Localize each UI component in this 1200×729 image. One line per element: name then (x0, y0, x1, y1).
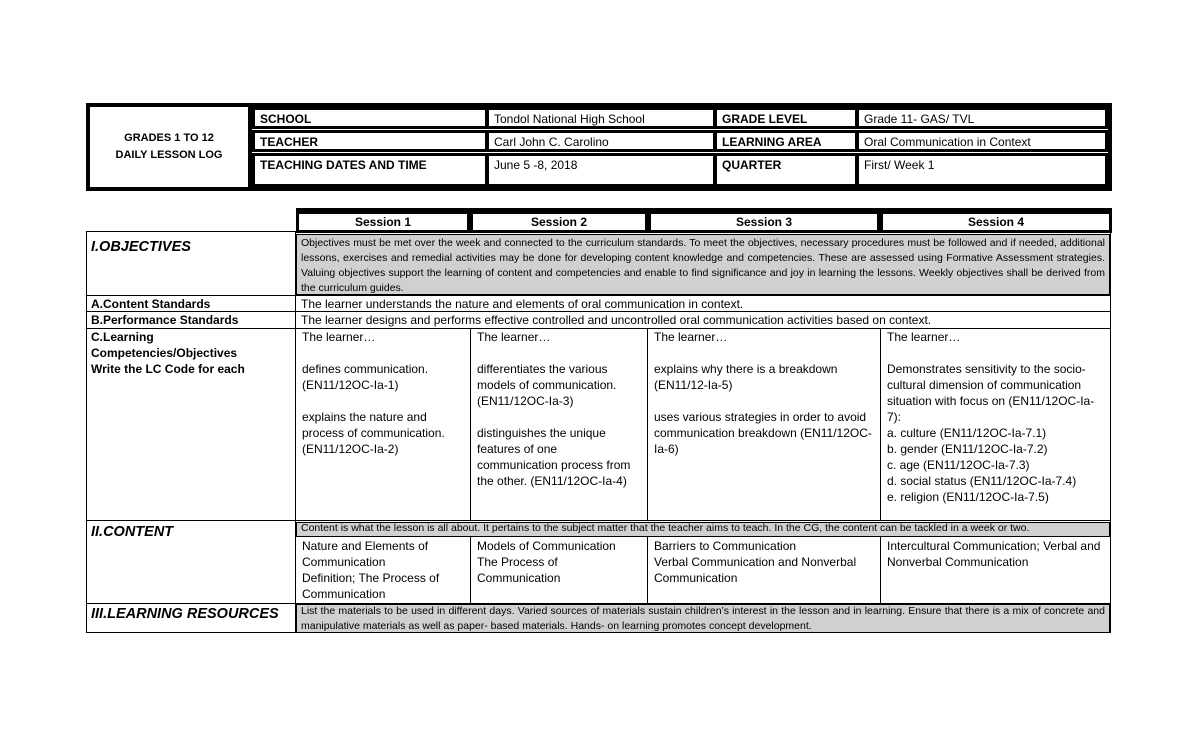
learning-area-label: LEARNING AREA (714, 130, 858, 152)
content-title: II.CONTENT (91, 524, 174, 540)
performance-standards-label: B.Performance Standards (91, 313, 239, 327)
grade-title-line2: DAILY LESSON LOG (115, 149, 223, 161)
competency-session-4: The learner… Demonstrates sensitivity to the socio- cultural dimension of communication situation with focus on (EN11/12OC-Ia- 7): a. culture (EN11/12OC-Ia-7.1) b. gender (EN11/12OC-Ia-7.2) c. age (EN11/12OC-Ia-7.3) d. social status (EN11/12OC-Ia-7.4) e. religion (EN11/12OC-Ia-7.5) (887, 330, 1095, 504)
session-2-header: Session 2 (470, 211, 648, 233)
dates-value: June 5 -8, 2018 (486, 153, 716, 187)
session-4-header: Session 4 (880, 211, 1112, 233)
content-note: Content is what the lesson is all about. It pertains to the subject matter that the teacher aims to teach. In the CG, the content can be tackled in a week or two. (301, 522, 1030, 534)
content-standards-value: The learner understands the nature and elements of oral communication in context. (301, 297, 744, 311)
grade-title-box (90, 107, 252, 187)
content-session-4: Intercultural Communication; Verbal and Nonverbal Communication (887, 539, 1101, 569)
dates-label: TEACHING DATES AND TIME (252, 153, 488, 187)
session-1-header: Session 1 (296, 211, 470, 233)
resources-title: III.LEARNING RESOURCES (91, 606, 279, 622)
grade-level-value: Grade 11- GAS/ TVL (856, 107, 1108, 129)
performance-standards-value: The learner designs and performs effective controlled and uncontrolled oral communication activities based on context. (301, 313, 932, 327)
competency-session-3: The learner… explains why there is a breakdown (EN11/12-Ia-5) uses various strategies in order to avoid communication breakdown (EN11/12OC- Ia-6) (654, 330, 872, 456)
competency-session-2: The learner… differentiates the various models of communication. (EN11/12OC-Ia-3) distinguishes the unique features of one communication process from the other. (EN11/12OC-Ia-4) (477, 330, 631, 488)
competencies-label-2: Competencies/Objectives (91, 346, 238, 360)
competencies-label-3: Write the LC Code for each (91, 362, 245, 376)
resources-note: List the materials to be used in different days. Varied sources of materials sustain children’s interest in the lesson and in learning. Ensure that there is a mix of concrete and manipulative materials as well as paper- based materials. Hands- on learning promotes concept development. (301, 605, 1105, 632)
content-standards-label: A.Content Standards (91, 297, 211, 311)
quarter-label: QUARTER (714, 153, 858, 187)
teacher-label: TEACHER (252, 130, 488, 152)
content-session-1: Nature and Elements of Communication Definition; The Process of Communication (302, 539, 440, 601)
content-session-2: Models of Communication The Process of Communication (477, 539, 616, 585)
competency-session-1: The learner… defines communication. (EN11/12OC-Ia-1) explains the nature and process of communication. (EN11/12OC-Ia-2) (302, 330, 445, 456)
objectives-title: I.OBJECTIVES (91, 239, 191, 255)
objectives-note: Objectives must be met over the week and connected to the curriculum standards. To meet the objectives, necessary procedures must be followed and if needed, additional lessons, exercises and remedial activities may be done for developing content knowledge and competencies. These are assessed using Formative Assessment strategies. Valuing objectives support the learning of content and competencies and enable to find significance and joy in learning the lessons. Weekly objectives shall be derived from the curriculum guides. (301, 237, 1105, 294)
lesson-log-header (86, 103, 1112, 191)
teacher-value: Carl John C. Carolino (486, 130, 716, 152)
content-session-3: Barriers to Communication Verbal Communication and Nonverbal Communication (654, 539, 857, 585)
grade-level-label: GRADE LEVEL (714, 107, 858, 129)
competencies-label-1: C.Learning (91, 330, 154, 344)
school-value: Tondol National High School (486, 107, 716, 129)
quarter-value: First/ Week 1 (856, 153, 1108, 187)
grade-title-line1: GRADES 1 TO 12 (124, 132, 214, 144)
learning-area-value: Oral Communication in Context (856, 130, 1108, 152)
school-label: SCHOOL (252, 107, 488, 129)
session-3-header: Session 3 (648, 211, 880, 233)
